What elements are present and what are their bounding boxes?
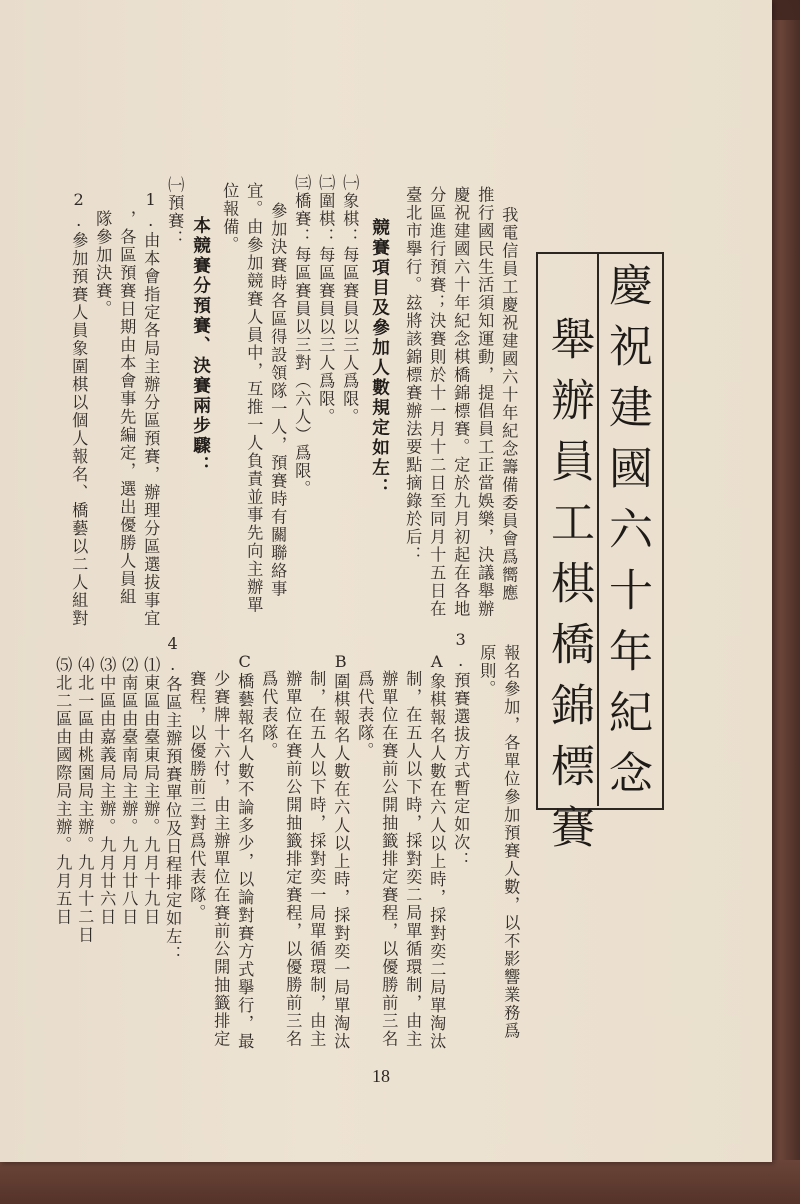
section-item: 辦單位在賽前公開抽籤排定賽程，以優勝前三名 [379,670,399,1048]
section-item: ⑶中區由嘉義局主辦。九月廿六日 [97,656,117,926]
section-item: ⑵南區由臺南局主辦。九月廿八日 [119,656,139,926]
section-item: ⑷北一區由桃園局主辦。九月十二日 [75,656,95,944]
book-cover-edge-bottom [0,1160,800,1204]
section-item: 少賽牌十六付，由主辦單位在賽前公開抽籤排定 [211,670,231,1048]
section-item: 2.參加預賽人員象圍棋以個人報名、橋藝以二人組對 [69,190,89,628]
section-item: 3.預賽選拔方式暫定如次： [451,630,471,870]
section-item: B圍棋報名人數在六人以上時，採對奕一局單淘汰 [331,652,351,1051]
title-divider [597,252,599,806]
section-item: 隊參加決賽。 [93,210,113,318]
section-item: 參加決賽時各區得設領隊一人，預賽時有關聯絡事 [268,202,288,598]
title-line-1: 慶祝建國六十年紀念 [601,262,652,811]
section-heading: 競賽項目及參加人數規定如左： [369,218,391,498]
section-item: 賽程，以優勝前三對爲代表隊。 [187,670,207,922]
section-item: 辦單位在賽前公開抽籤排定賽程，以優勝前三名 [283,670,303,1048]
intro-line: 推行國民生活須知運動，提倡員工正當娛樂，決議舉辦 [475,186,495,618]
section-item: ⑸北二區由國際局主辦。九月五日 [53,656,73,926]
section-item: A象棋報名人數在六人以上時，採對奕二局單淘汰 [427,652,447,1051]
section-item: 爲代表隊。 [259,670,279,760]
intro-line: 臺北市擧行。玆將該錦標賽辦法要點摘錄於后： [403,186,423,564]
section-item: 1.由本會指定各局主辦分區預賽，辦理分區選拔事宜 [141,190,161,628]
section-item: ㈢橋賽：每區賽員以三對（六人）爲限。 [292,174,312,498]
section-item: ⑴東區由臺東局主辦。九月十九日 [141,656,161,926]
section-item: ㈠預賽： [165,176,185,248]
section-item: 位報備。 [220,182,240,254]
section-heading: 本競賽分預賽、決賽兩步驟： [190,216,212,476]
section-item: 原則。 [477,644,497,698]
intro-line: 慶祝建國六十年紀念棋橋錦標賽。定於九月初起在各地 [451,186,471,618]
section-item: C橋藝報名人數不論多少，以論對賽方式擧行，最 [235,652,255,1051]
section-item: ㈡圍棋：每區賽員以三人爲限。 [316,174,336,426]
intro-line: 我電信員工慶祝建國六十年紀念籌備委員會爲嚮應 [499,206,519,602]
section-item: 報名參加，各單位參加預賽人數，以不影響業務爲 [501,644,521,1040]
section-item: 制，在五人以下時，採對奕一局單循環制，由主 [307,670,327,1048]
section-item: 宜。由參加競賽人員中，互推一人負責並事先向主辦單 [244,182,264,614]
section-item: 4.各區主辦預賽單位及日程排定如左： [163,634,183,964]
section-item: ㈠象棋：每區賽員以三人爲限。 [340,174,360,426]
title-line-2: 舉辦員工棋橋錦標賽 [543,316,594,865]
section-item: ，各區預賽日期由本會事先編定，選出優勝人員組 [117,210,137,606]
intro-line: 分區進行預賽；決賽則於十一月十二日至同月十五日在 [427,186,447,618]
page-number: 18 [372,1066,390,1086]
section-item: 制，在五人以下時，採對奕二局單循環制，由主 [403,670,423,1048]
section-item: 爲代表隊。 [355,670,375,760]
